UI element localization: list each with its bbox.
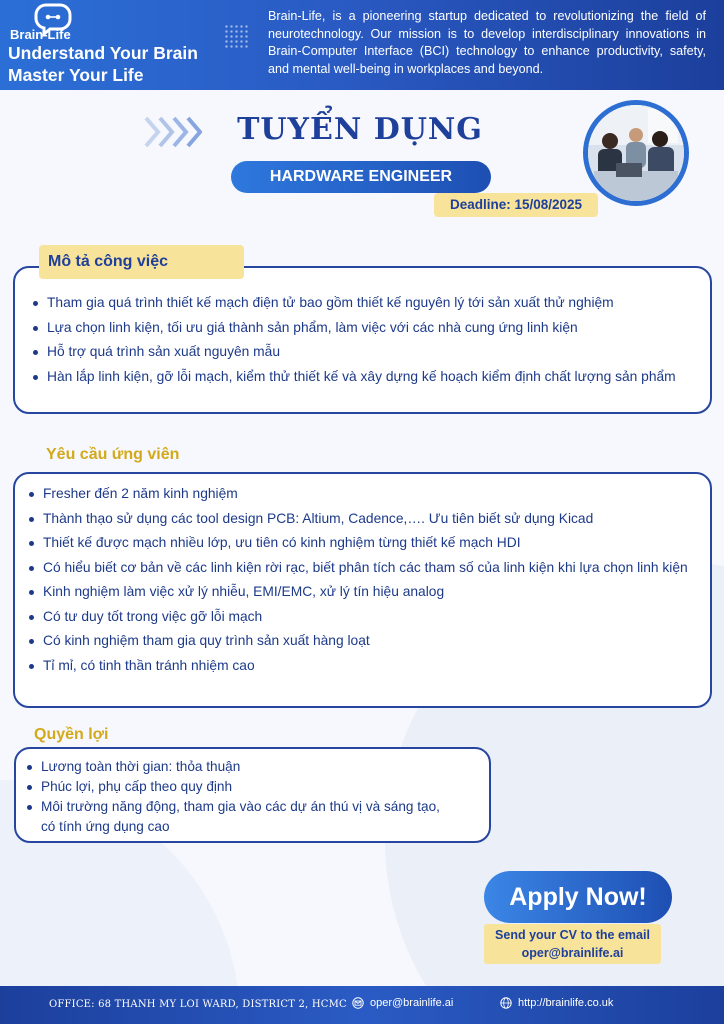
office-address: OFFICE: 68 THANH MY LOI WARD, DISTRICT 2, HCMC — [49, 999, 347, 1010]
tagline — [8, 42, 198, 86]
benefits-box — [14, 747, 491, 843]
apply-email[interactable]: oper@brainlife.ai — [521, 946, 624, 960]
header-banner — [0, 0, 724, 90]
requirements-list — [27, 482, 700, 678]
list-item: Thành thạo sử dụng các tool design PCB: Altium, Cadence,…. Ưu tiên biết sử dụng Kicad — [27, 507, 700, 532]
dot-grid-decoration — [224, 24, 250, 50]
list-item: Môi trường năng động, tham gia vào các dự án thú vị và sáng tạo, có tính ứng dụng cao — [25, 797, 479, 837]
requirements-box — [13, 472, 712, 708]
footer-website[interactable] — [500, 997, 613, 1009]
job-description-box — [13, 266, 712, 414]
email-icon — [352, 997, 364, 1009]
job-description-list — [31, 291, 700, 389]
list-item: Lương toàn thời gian: thỏa thuận — [25, 757, 479, 777]
list-item: Hàn lắp linh kiện, gỡ lỗi mạch, kiểm thử thiết kế và xây dựng kế hoạch kiểm định chất lượng sản phẩm — [31, 365, 700, 390]
list-item: Hỗ trợ quá trình sản xuất nguyên mẫu — [31, 340, 700, 365]
list-item: Phúc lợi, phụ cấp theo quy định — [25, 777, 479, 797]
requirements-heading: Yêu cầu ứng viên — [46, 446, 180, 463]
footer-email[interactable] — [352, 997, 453, 1009]
team-meeting-illustration-icon — [588, 105, 684, 201]
list-item: Có hiểu biết cơ bản về các linh kiện rời rạc, biết phân tích các tham số của linh kiện khi lựa chọn linh kiện — [27, 556, 700, 581]
globe-icon — [500, 997, 512, 1009]
send-cv-line: Send your CV to the email — [495, 928, 650, 942]
list-item: Fresher đến 2 năm kinh nghiệm — [27, 482, 700, 507]
job-description-heading: Mô tả công việc — [39, 245, 244, 279]
list-item: Tỉ mỉ, có tinh thần tránh nhiệm cao — [27, 654, 700, 679]
apply-now-button[interactable]: Apply Now! — [484, 871, 672, 923]
list-item: Thiết kế được mạch nhiều lớp, ưu tiên có kinh nghiệm từng thiết kế mạch HDI — [27, 531, 700, 556]
list-item: Có tư duy tốt trong việc gỡ lỗi mạch — [27, 605, 700, 630]
list-item: Tham gia quá trình thiết kế mạch điện tử bao gồm thiết kế nguyên lý tới sản xuất thử nghiệm — [31, 291, 700, 316]
tagline-line-1: Understand Your Brain — [8, 43, 198, 63]
footer-website-text: http://brainlife.co.uk — [518, 997, 614, 1009]
job-role-badge: HARDWARE ENGINEER — [231, 161, 491, 193]
mission-statement: Brain-Life, is a pioneering startup dedicated to revolutionizing the field of neurotechnology. Our mission is to develop interdisciplinary innovations in Brain-Computer Interface (BCI) technology to enhance productivity, safety, and mental well-being in workplaces and beyond. — [268, 9, 706, 76]
benefits-list — [25, 757, 479, 837]
list-item: Có kinh nghiệm tham gia quy trình sản xuất hàng loạt — [27, 629, 700, 654]
team-photo — [583, 100, 689, 206]
tagline-line-2: Master Your Life — [8, 65, 144, 85]
send-cv-note — [484, 924, 661, 964]
footer-email-text: oper@brainlife.ai — [370, 997, 454, 1009]
list-item: Lựa chọn linh kiện, tối ưu giá thành sản phẩm, làm việc với các nhà cung ứng linh kiện — [31, 316, 700, 341]
chevron-arrows-icon — [142, 112, 202, 152]
page-title: TUYỂN DỤNG — [237, 112, 483, 147]
deadline-badge: Deadline: 15/08/2025 — [434, 193, 598, 217]
logo-text: Brain-Life — [10, 27, 71, 42]
footer — [0, 986, 724, 1024]
list-item: Kinh nghiệm làm việc xử lý nhiễu, EMI/EMC, xử lý tín hiệu analog — [27, 580, 700, 605]
benefits-heading: Quyền lợi — [34, 726, 109, 743]
